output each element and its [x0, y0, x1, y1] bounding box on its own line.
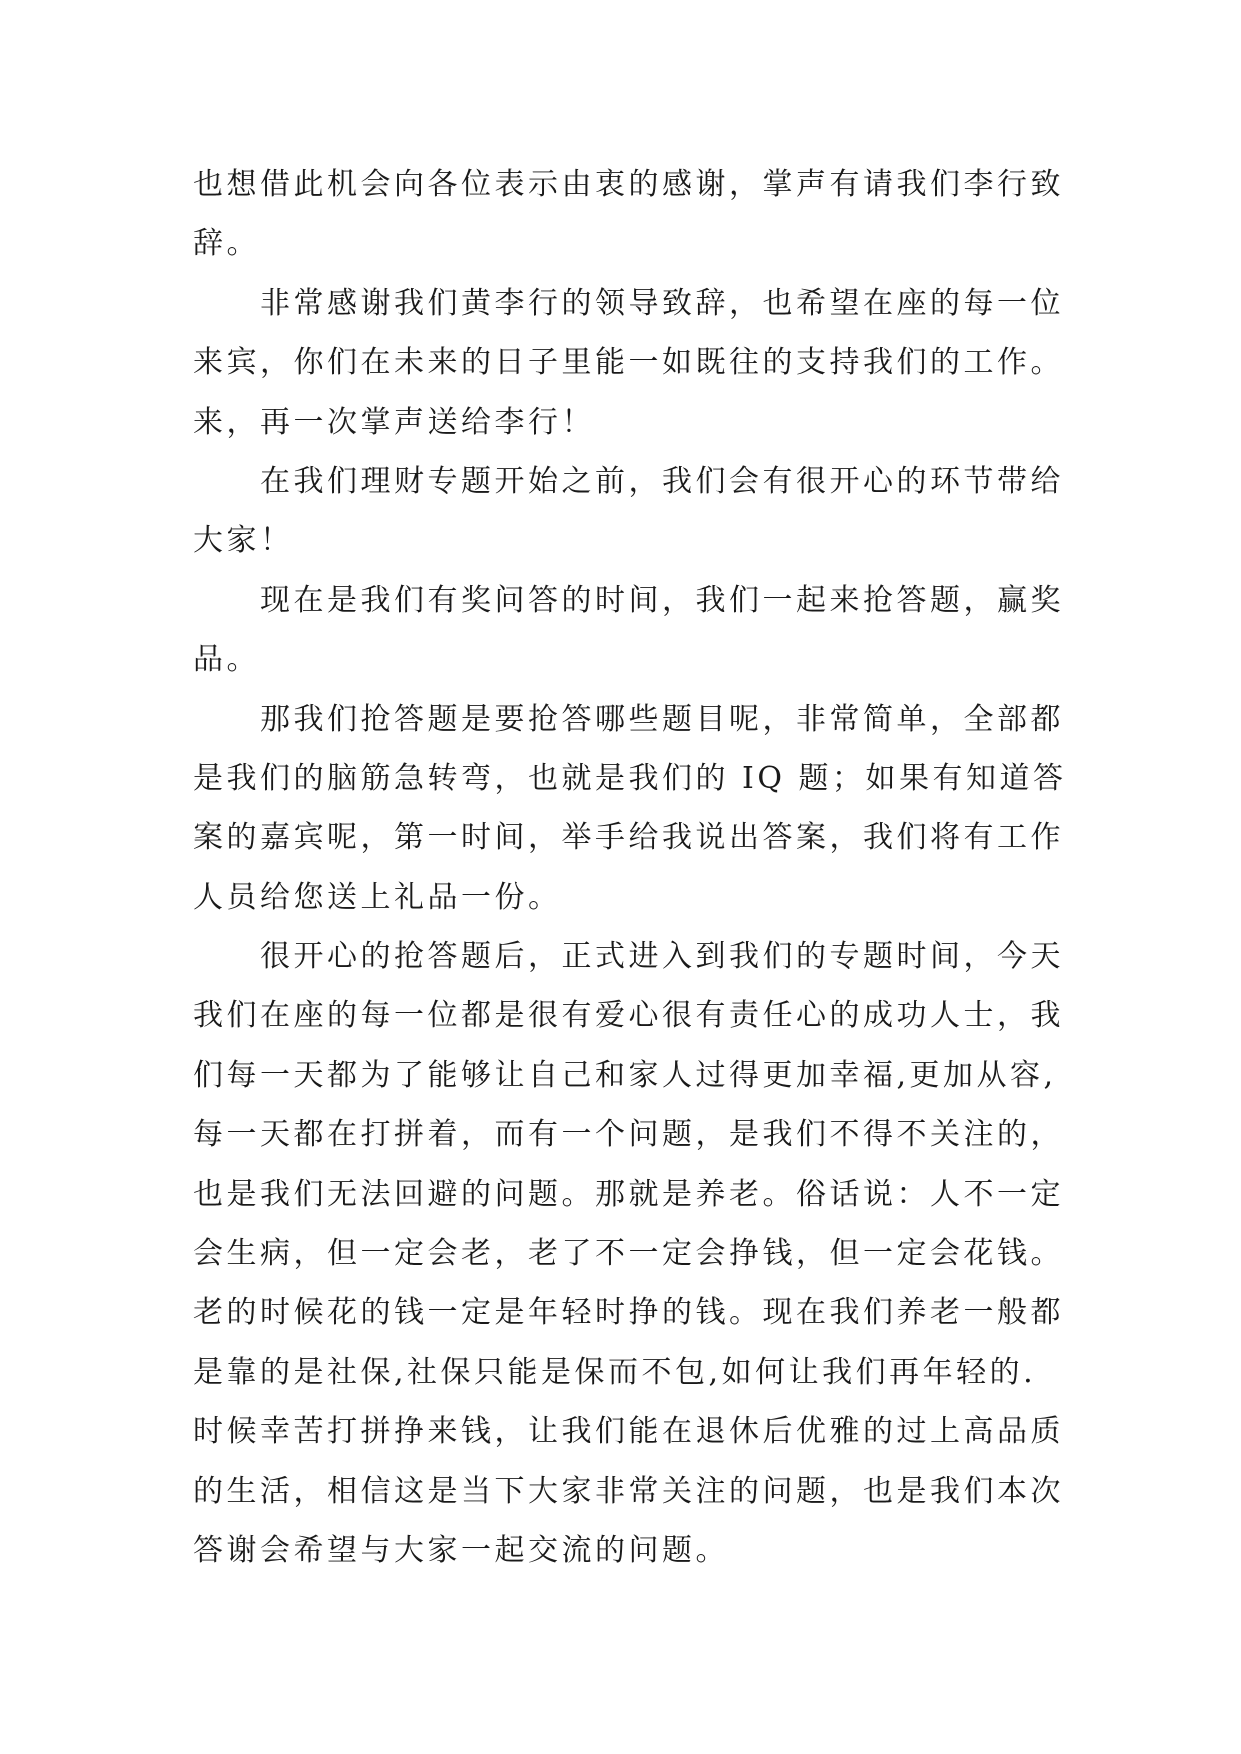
text-line: 们每一天都为了能够让自己和家人过得更加幸福,更加从容,	[193, 1057, 1057, 1093]
text-line: 在我们理财专题开始之前，我们会有很开心的环节带给	[193, 463, 1064, 499]
text-line: 我们在座的每一位都是很有爱心很有责任心的成功人士，我	[193, 998, 1064, 1034]
text-line: 很开心的抢答题后，正式进入到我们的专题时间，今天	[193, 939, 1064, 975]
text-line: 品。	[193, 642, 260, 678]
text-line: 会生病，但一定会老，老了不一定会挣钱，但一定会花钱。	[193, 1236, 1064, 1272]
text-line: 现在是我们有奖问答的时间，我们一起来抢答题，赢奖	[193, 582, 1064, 618]
text-line: 是我们的脑筋急转弯，也就是我们的 IQ 题；如果有知道答	[193, 760, 1067, 796]
text-line: 大家！	[193, 523, 294, 559]
text-line: 也想借此机会向各位表示由衷的感谢，掌声有请我们李行致	[193, 167, 1064, 202]
text-line: 来宾，你们在未来的日子里能一如既往的支持我们的工作。	[193, 345, 1064, 381]
text-line: 人员给您送上礼品一份。	[193, 879, 562, 915]
text-line: 每一天都在打拼着，而有一个问题，是我们不得不关注的，	[193, 1117, 1064, 1153]
text-line: 老的时候花的钱一定是年轻时挣的钱。现在我们养老一般都	[193, 1295, 1064, 1331]
text-line: 也是我们无法回避的问题。那就是养老。俗话说：人不一定	[193, 1176, 1064, 1212]
text-line: 来，再一次掌声送给李行！	[193, 404, 595, 440]
text-line: 非常感谢我们黄李行的领导致辞，也希望在座的每一位	[193, 285, 1064, 321]
text-line: 时候幸苦打拼挣来钱，让我们能在退休后优雅的过上高品质	[193, 1414, 1064, 1450]
document-body	[193, 155, 1067, 1580]
text-line: 案的嘉宾呢，第一时间，举手给我说出答案，我们将有工作	[193, 820, 1064, 856]
text-line: 的生活，相信这是当下大家非常关注的问题，也是我们本次	[193, 1473, 1064, 1509]
text-line: 辞。	[193, 226, 260, 262]
text-line: 答谢会希望与大家一起交流的问题。	[193, 1532, 729, 1568]
text-line: 那我们抢答题是要抢答哪些题目呢，非常简单，全部都	[193, 701, 1064, 737]
text-line: 是靠的是社保,社保只能是保而不包,如何让我们再年轻的.	[193, 1354, 1037, 1390]
